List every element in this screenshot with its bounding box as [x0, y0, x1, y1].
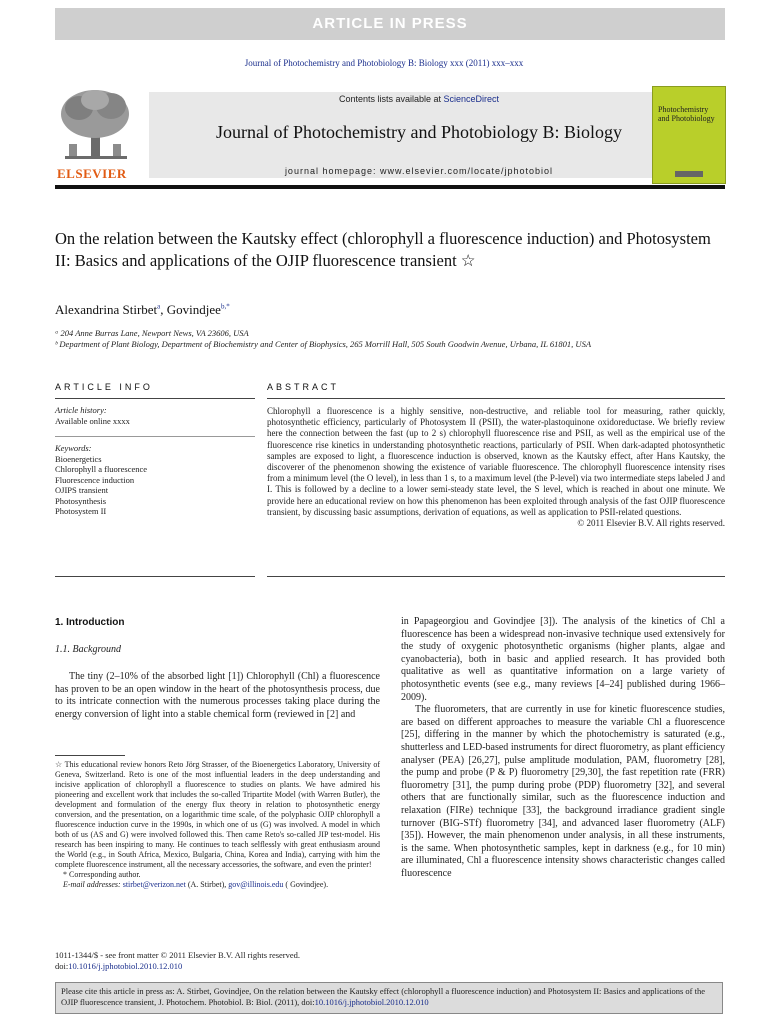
keywords-label: Keywords: — [55, 443, 92, 453]
footnote-rule — [55, 755, 125, 756]
journal-reference-link[interactable]: Journal of Photochemistry and Photobiology B: Biology xxx (2011) xxx–xxx — [244, 58, 524, 68]
journal-cover-thumbnail[interactable] — [652, 86, 726, 184]
keyword-item: OJIPS transient — [55, 485, 109, 495]
article-history-value: Available online xxxx — [55, 415, 130, 426]
author-stirbet-affiliation-link[interactable]: a — [157, 302, 161, 311]
abstract-body — [267, 406, 725, 529]
doi-link[interactable]: 10.1016/j.jphotobiol.2010.12.010 — [68, 961, 183, 971]
article-in-press-banner: ARTICLE IN PRESS — [55, 8, 725, 40]
contents-line — [149, 94, 689, 104]
abstract-label: ABSTRACT — [267, 382, 340, 392]
email-name-stirbet: (A. Stirbet), — [185, 880, 229, 889]
article-history-label: Article history: — [55, 405, 107, 415]
author-list — [55, 302, 230, 318]
keyword-item: Photosystem II — [55, 506, 107, 516]
issn-line: 1011-1344/$ - see front matter © 2011 Elsevier B.V. All rights reserved. — [55, 950, 301, 960]
article-title: On the relation between the Kautsky effect (chlorophyll a fluorescence induction) and Photosystem II: Basics and applications of the OJIP fluorescence transient ☆ — [55, 229, 711, 270]
intro-paragraph-left: The tiny (2–10% of the absorbed light [1]) Chlorophyll (Chl) a fluorescence has proven to be an open window in the heart of the photosynthesis process, due to its intricate connection with the numerous processes taking place during the energy conversion of light into a stable chemical form (reviewed in [2] and — [55, 671, 380, 720]
email-link-govindjee[interactable]: gov@illinois.edu — [228, 880, 284, 889]
doi-prefix: doi: — [55, 961, 69, 971]
article-history — [55, 405, 255, 426]
cover-logo — [675, 171, 703, 177]
doi-line — [55, 961, 300, 972]
sciencedirect-link[interactable]: ScienceDirect — [443, 94, 500, 104]
email-line — [55, 880, 380, 890]
contents-prefix: Contents lists available at — [338, 94, 444, 104]
keywords-divider — [55, 436, 255, 437]
abstract-bottom-rule — [267, 576, 725, 577]
keyword-item: Bioenergetics — [55, 453, 102, 464]
journal-title: Journal of Photochemistry and Photobiology B: Biology — [216, 122, 622, 142]
left-column-text — [55, 671, 380, 721]
article-info-label: ARTICLE INFO — [55, 382, 153, 392]
footnotes — [55, 760, 380, 890]
keyword-item: Chlorophyll a fluorescence — [55, 464, 148, 474]
article-info-rule — [55, 398, 255, 399]
publisher-name: ELSEVIER — [57, 166, 127, 181]
abstract-text: Chlorophyll a fluorescence is a highly sensitive, non-destructive, and reliable tool for measuring, rather quickly, photosynthetic efficiency, particularly of Photosystem II (PSII), the water-plastoquinone oxidoreductase. We briefly review here the connection between the fast (up to 2 s) chlorophyll fluorescence rise and PSII, as well as the empirical use of the fluorescence rise kinetics in understanding photosynthetic reactions, particularly of PSII. When dark-adapted photosynthetic samples are exposed to light, a fluorescence induction is observed, known as the Kautsky effect, after Hans Kautsky, the discoverer of the phenomenon showing the existence of variable fluorescence. The chlorophyll fluorescence intensity rises from a minimum level (the O level), in less than 1 s, to a maximum level (the P-level) via two intermediate steps labeled J and I. This is followed by a decline to a lower semi-steady state level, the S level, which is reached in about one minute. We provide here an educational review on how this phenomenon has been exploited through analysis of the fast OJIP fluorescence transient, by discussing basic assumptions, derivation of equations, as well as application to PSII-related questions. — [267, 406, 725, 517]
author-separator: , — [160, 302, 167, 317]
issn-block — [55, 950, 300, 972]
elsevier-logo[interactable] — [55, 86, 137, 183]
keywords-block — [55, 443, 255, 517]
keyword-item: Fluorescence induction — [55, 474, 135, 485]
elsevier-tree-icon — [55, 86, 137, 166]
author-govindjee-affiliation-link[interactable]: b,* — [220, 302, 230, 311]
masthead-center — [149, 92, 689, 178]
abstract-copyright: © 2011 Elsevier B.V. All rights reserved. — [577, 518, 725, 529]
email-name-govindjee: ( Govindjee). — [283, 880, 329, 889]
author-stirbet: Alexandrina Stirbet — [55, 302, 158, 317]
section-heading-introduction: 1. Introduction — [55, 617, 125, 628]
cover-title: Photochemistry and Photobiology — [658, 105, 715, 123]
citation-doi-link[interactable]: 10.1016/j.jphotobiol.2010.12.010 — [314, 997, 429, 1007]
right-column-text — [401, 616, 725, 880]
journal-masthead — [55, 86, 725, 186]
masthead-rule — [55, 185, 725, 189]
journal-homepage-link[interactable]: journal homepage: www.elsevier.com/locate/jphotobiol — [284, 166, 554, 176]
intro-paragraph-right-1: in Papageorgiou and Govindjee [3]). The analysis of the kinetics of Chl a fluorescence has been a widespread non-invasive technique used extensively for the study of oxygenic photosynthetic organisms (higher plants, algae and cyanobacteria), both in basic and applied research. It has provided both qualitative as well as quantitative information on a large variety of photosynthetic events (see e.g., many reviews [4–24] published during 1966–2009). — [401, 616, 725, 703]
author-govindjee: Govindjee — [166, 302, 221, 317]
article-info-bottom-rule — [55, 576, 255, 577]
abstract-rule — [267, 398, 725, 399]
email-link-stirbet[interactable]: stirbet@verizon.net — [122, 880, 186, 889]
affiliation-b: ᵇ Department of Plant Biology, Department of Biochemistry and Center of Biophysics, 265 Morrill Hall, 505 South Goodwin Avenue, Urbana, IL 61801, USA — [55, 339, 592, 349]
citation-text: Please cite this article in press as: A. Stirbet, Govindjee, On the relation between the Kautsky effect (chlorophyll a fluorescence induction) and Photosystem II: Basics and applications of the OJIP fluorescence transient, J. Photochem. Photobiol. B: Biol. (2011), doi: — [61, 986, 706, 1007]
email-label: E-mail addresses: — [63, 880, 123, 889]
dedication-footnote: ☆ This educational review honors Reto Jörg Strasser, of the Bioenergetics Laboratory, University of Geneva, Switzerland. Reto is one of the most influential leaders in the deep understanding and incisive application of chlorophyll a fluorescence to studies on plants. We have admired his pioneering and excellent work that includes the so-called Tripartite Model (with Warren Butler), the development and formulation of the energy flux theory in relation to photosynthetic energy conversion, and the presentation, on a logarithmic time scale, of the polyphasic OJIP chlorophyll a fluorescence induction curve in the 1990s, in which one of us (G) was involved. A model in which both of us (AS and G) were involved followed this. Then came Reto's so-called JIP test-model. His research has been inspiring to many. He continues to teach selflessly with great enthusiasm around the World (e.g., in South Africa, Mexico, Bulgaria, China, Korea and India), carrying with him the complete fluorescence instrument, all the necessary accessories, the software, and even the printer! — [55, 760, 380, 869]
intro-paragraph-right-2: The fluorometers, that are currently in use for kinetic fluorescence studies, are based on different approaches to measure the variable Chl a fluorescence [25], differing in the manner by which the photochemistry is saturated (e.g., shutterless and LED-based instruments for direct fluorometry, as plant efficiency analyser (PEA) [26,27], pulse amplitude modulation, PAM, fluorometry [28], the pump and probe (P & P) fluorometry [29,30], the fast repetition rate (FRR) fluorometry [31], the pump during probe (PDP) fluorometry [32], and several others that are functionally similar, such as the fluorescence induction and relaxation (FIRe) technique [33], the background irradiance gradient single turnover (BIG-STf) fluorometry [34], and advanced laser fluorometry (ALF) [35]). However, the main phenomenon under analysis, in all these instruments, is the same. When photosynthetic samples, kept in darkness (e.g., for 10 min) are illuminated, Chl a fluorescence intensity shows characteristic changes called fluorescence — [401, 704, 725, 879]
affiliation-a: ᵃ 204 Anne Burras Lane, Newport News, VA 23606, USA — [55, 328, 249, 338]
corresponding-author-note: * Corresponding author. — [63, 870, 141, 879]
citation-box — [55, 982, 723, 1014]
subsection-heading-background: 1.1. Background — [55, 644, 122, 655]
keyword-item: Photosynthesis — [55, 495, 107, 506]
